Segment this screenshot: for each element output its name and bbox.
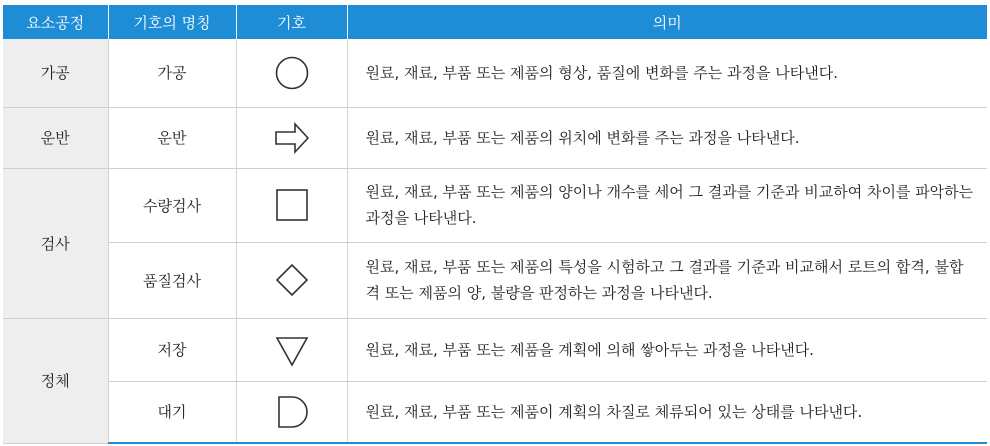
diamond-icon [272, 260, 312, 300]
header-symbol: 기호 [236, 5, 347, 39]
header-process: 요소공정 [3, 5, 108, 39]
symbol-name: 가공 [108, 39, 236, 107]
square-icon [272, 185, 312, 225]
table-row [3, 39, 987, 107]
header-meaning: 의미 [347, 5, 987, 39]
header-row [3, 5, 987, 39]
triangle-down-icon [272, 330, 312, 370]
group-transport: 운반 [3, 107, 108, 168]
table-row [3, 381, 987, 443]
table-row [3, 168, 987, 242]
arrow-right-icon [272, 118, 312, 158]
symbol-name: 대기 [108, 381, 236, 443]
circle-icon [272, 53, 312, 93]
symbol-name: 운반 [108, 107, 236, 168]
symbol-name: 저장 [108, 318, 236, 381]
symbol-meaning: 원료, 재료, 부품 또는 제품을 계획에 의해 쌓아두는 과정을 나타낸다. [347, 318, 987, 381]
table-row [3, 242, 987, 318]
symbol-meaning: 원료, 재료, 부품 또는 제품의 특성을 시험하고 그 결과를 기준과 비교해서 로트의 합격, 불합격 또는 제품의 양, 불량을 판정하는 과정을 나타낸다. [347, 242, 987, 318]
group-processing: 가공 [3, 39, 108, 107]
symbol-name: 수량검사 [108, 168, 236, 242]
group-inspection: 검사 [3, 168, 108, 318]
header-name: 기호의 명칭 [108, 5, 236, 39]
symbol-meaning: 원료, 재료, 부품 또는 제품의 위치에 변화를 주는 과정을 나타낸다. [347, 107, 987, 168]
group-stagnation: 정체 [3, 318, 108, 443]
symbol-name: 품질검사 [108, 242, 236, 318]
table-row [3, 107, 987, 168]
process-symbol-table [3, 5, 987, 444]
symbol-meaning: 원료, 재료, 부품 또는 제품이 계획의 차질로 체류되어 있는 상태를 나타낸다. [347, 381, 987, 443]
symbol-meaning: 원료, 재료, 부품 또는 제품의 양이나 개수를 세어 그 결과를 기준과 비교하여 차이를 파악하는 과정을 나타낸다. [347, 168, 987, 242]
symbol-meaning: 원료, 재료, 부품 또는 제품의 형상, 품질에 변화를 주는 과정을 나타낸다. [347, 39, 987, 107]
table-row [3, 318, 987, 381]
d-shape-icon [272, 392, 312, 432]
